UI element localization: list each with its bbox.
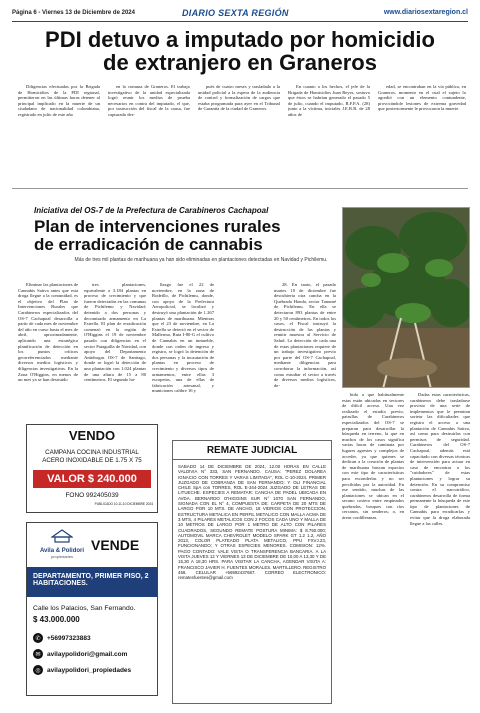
agency-logo [39,529,85,563]
article1-headline-line2: de extranjero en Graneros [103,50,377,75]
article2-headline-line1: Plan de intervenciones rurales [34,217,281,236]
logo-sub: propiedades [50,554,74,559]
article1-column: En cuanto a los hechos, el jefe de la Brigada de Homicidios Juan Reyes, sostuvo que éstos se habrían generado el pasado 5 de julio, cuando el imputado, R.F.P.A. (28) junto a la víctima, iniciales J.E.R.R. de 28 años de [288,84,370,117]
remate-title: REMATE JUDICIAL [173,441,331,460]
ad-line2: ACERO INOXIDABLE DE 1.75 X 75 [42,457,142,464]
page-info: Página 6 - Viernes 13 de Diciembre de 2024 [12,10,135,16]
website-link[interactable]: www.diariosextaregion.cl [383,9,468,16]
cannabis-plant-photo [342,207,470,388]
contact-phone-row[interactable] [33,633,91,643]
classified-ad-campana [26,424,158,513]
ad-price: $ 43.000.000 [33,615,80,624]
article1-headline [12,28,468,74]
article1-column: Diligencias efectuadas por la Brigada de Homicidios de la PDI regional, permitieron en las últimas horas detener al principal implicado en la muerte de un ciudadano de nacionalidad colombiana, registrado en julio de este año [18,84,100,117]
ad-price: VALOR $ 240.000 [33,470,151,488]
remate-body: SABADO 14 DE DICIEMBRE DE 2024, 12.00 HORAS EN CALLE VALDIVIA N° 333, SAN FERNANDO. CAUSA: "PEREZ DOLAREA IGNACIO CON TORRES Y VARAS LIMITADA", ROL C-10-2024. PRIMER JUZGADO DE COBRANZA DE SAN FERNANDO; Y OLI FINANCIAL CHILE SpA con TORRES, ROL E-344-2024 JUZGADO DE LETRAS DE LITUECHE. ESPECIES A REMATAR: CANCHA DE PADEL UBICADA EN AVDA. BERNARDO O'HIGGINS SUR N° 1070 SAN FERNANDO, SIGNADA CON EL N° 4, COMPUESTA DE: CARPETA DE 20 MTS DE LARGO POR 10 MTS. DE ANCHO, 18 VIDRIOS CON PROTECCION, ESTRUCTURA METALICA EN PERFIL METALICO CON MALLA ACMA DE 3 MTS, 4 PILARES METALICOS CON 2 FOCOS CADA UNO Y MALLA DE 10 METROS DE LARGO POR 1 METRO DE ALTO CON PILARES CUADRADOS, SEGUNDO REMATE POSTURA MINIMA: $ 8.750.000; AUTOMOVIL MARCA CHEVROLET MODELO SPARK GT 1.2 1.2, AÑO 2013, COLOR PLATEADO PLATA METALICO, PPU FXVJ.23, FUNCIONANDO; Y OTRAS ESPECIES MENORES. COMISION: 12%. PAGO CONTADO: VALE VISTA O TRANSFERENCIA BANCARIA. A LA VISTA JUEVES 12 Y VIERNES 13 DE DICIEMBRE DE 10,00 A 13,30 Y DE 15,30 A 18,30 HRS. PARA VISITAR LA CANCHA, AGENDAR VISITA A: FRANCISCO JAVIER H. FUENTES MORALES. MARTILLERO. REGISTRO 456. CELULAR +56992437687. CORREO ELECTRONICO: rematesfuentes@gmail.com [178,464,326,581]
contact-phone: +56997323883 [47,634,91,642]
article1-column: pués de cuatro meses y trasladado a la unidad policial a la espera de la audiencia de control y formalización de cargos que estaba programada para ayer en el Tribunal de Garantía de la ciudad de Graneros. [198,84,280,112]
house-icon [51,529,73,543]
article2-column: Dadas estas características, carabineros debe trasladarse provisto de una serie de implementos que le permitan sortear las dificultades que registra el acceso a una plantación de Cannabis Sativa, así como para destruirlas con permisos de seguridad. Carabineros del OS-7 Cachapoal, además está capacitado con diversas técnicas de intervención para actuar en caso de encontrar a los "cuidadores" de estas plantaciones y lograr su detención. En su compromiso contra el narcotráfico, carabineros desarrolla de forma permanente la búsqueda de este tipo de plantaciones de Cannabis para erradicarlas y evitar que la droga elaborada llegue a las calles. [410,392,470,526]
article2-subtitle: Más de tres mil plantas de marihuana ya han sido eliminadas en plantaciones detectadas en Navidad y Pichilemu. [74,257,328,263]
article2-headline [34,218,334,254]
contact-email: avilaypolidori@gmail.com [47,650,128,658]
phone-icon: ✆ [33,633,43,643]
article2-kicker: Iniciativa del OS-7 de la Prefectura de Carabineros Cachapoal [34,206,269,215]
instagram-icon: ◎ [33,665,43,675]
ad-title: VENDE [91,537,140,553]
ad-phone[interactable]: FONO 992405039 [65,492,119,499]
ad-address: Calle los Palacios, San Fernando. [33,605,136,612]
ad-line1: CAMPANA COCINA INDUSTRIAL [45,449,139,456]
logo-main: Avila & Polidori [39,548,85,554]
page-header [12,8,468,22]
contact-instagram-row[interactable] [33,665,131,675]
ad-banner: DEPARTAMENTO, PRIMER PISO, 2 HABITACIONES. [27,567,157,597]
article1-headline-line1: PDI detuvo a imputado por homicidio [45,27,435,52]
divider [12,188,468,189]
article2-headline-line2: de erradicación de cannabis [34,235,263,254]
article2-column: tres plantaciones, equivalente a 3.184 plantas en proceso de crecimiento y que fueron detectadas en las comunas de Pichilemu y Navidad; detenido a dos personas y decomisado armamento en La Estrella. El plan de erradicación comenzó en la región de O'Higgins el 19 de noviembre pasado con diligencias en el sector Pataguilla de Navidad, con apoyo del Departamento Antidrogas OS-7 de Santiago, donde se logró la detección de una plantación con 1.024 plantas de una altura de 15 a 80 centímetros. El segundo ha- [84,282,146,383]
classified-ad-departamento [26,522,158,696]
email-icon: ✉ [33,649,43,659]
article1-column: edad, se encontraban en la vía pública, en Graneros, momento en el cual el sujeto lo agredió con un elemento contundente, provocándole lesiones de extrema gravedad que posteriormente le provocaron la muerte. [378,84,466,112]
contact-instagram: avilaypolidori_propiedades [47,666,132,674]
photo-illustration [343,208,470,388]
newspaper-name: DIARIO SEXTA REGIÓN [182,8,289,18]
ad-title: VENDO [68,428,116,443]
article1-column: en la comuna de Graneros. El trabajo investigativo de la unidad especializada logró reunir los medios de prueba necesarios en contra del imputado, el que, por instrucción del fiscal de la causa, fue capturado des- [108,84,190,117]
legal-notice-remate [172,440,332,704]
article2-column: 28. En tanto, el pasado martes 10 de diciembre fue descubierta otra cancha en la Quebrada Honda, sector Tanumé de Pichilemu. En ella se detectaron 893 plantas de entre 20 y 50 centímetros. En todos los casos, el Fiscal instruyó la destrucción de las plantas y remitir muestra al Servicio de Salud. La detección de cada una de estas plantaciones requiere de un trabajo investigativo previo por parte del OS-7 Cachapoal, mediante diligencias para corroborar la información, así como estudiar el sector a través de diversos medios logísticos, de- [274,282,336,388]
article2-column: bido a que habitualmente estas están ubicadas en sectores de difícil acceso. Una vez realizado el estudio previo, patrullas de Carabineros especializados del OS-7 se preparan para desarrollar la búsqueda en terreno, la que en muchos de los casos significa varias horas de caminata por lugares agrestes y complejos de acceder, ya que quienes se dedican a la creación de plantas de marihuana buscan espacios con este tipo de características para esconderlas y no ser percibidas por la autoridad. En ese sentido, muchas de las plantaciones se ubican en el secano costero entre empinados quebradas, bosques con ríos cercanos, sin senderos; o, en áreas cordilleranas. [342,392,404,521]
article2-column: Eliminar las plantaciones de Cannabis Sativa antes que esta droga llegue a la comunidad, es el objetivo del Plan de Intervenciones Rurales que Carabineros especializados del OS-7 Cachapoal desarrolla a partir de cada mes de noviembre del año en curso hasta el mes de abril, aproximadamente, aplicando una estratégica planificación de detección en los puntos críticos georreferenciados mediante diversos medios logísticos y diligencias investigativas. En la Zona O'Higgins, en menos de un mes ya se han destruido [18,282,78,383]
article2-column: llazgo fue el 22 de noviembre, en la zona de Rodeillo, de Pichilemu, donde, con apoyo de la Prefectura Aeropolicial, se localizó y destruyó una plantación de 1.267 plantas de marihuana. Mientras que el 23 de noviembre, en La Estrella se detectó en el sector de Mallermo, Ruta I-80-G el cultivo de Cannabis en un inmueble, donde con orden de ingreso y registro, se logró la detención de dos personas y la incautación de plantas en proceso de crecimiento y diversos tipos de armamentos, entre ellas 3 escopetas, una de ellas de fabricación artesanal, y municiones calibre 16 y [152,282,214,394]
contact-email-row[interactable] [33,649,127,659]
ad-published: PUBLICADO 10-11-10 DICIEMBRE 2024 [94,502,153,506]
